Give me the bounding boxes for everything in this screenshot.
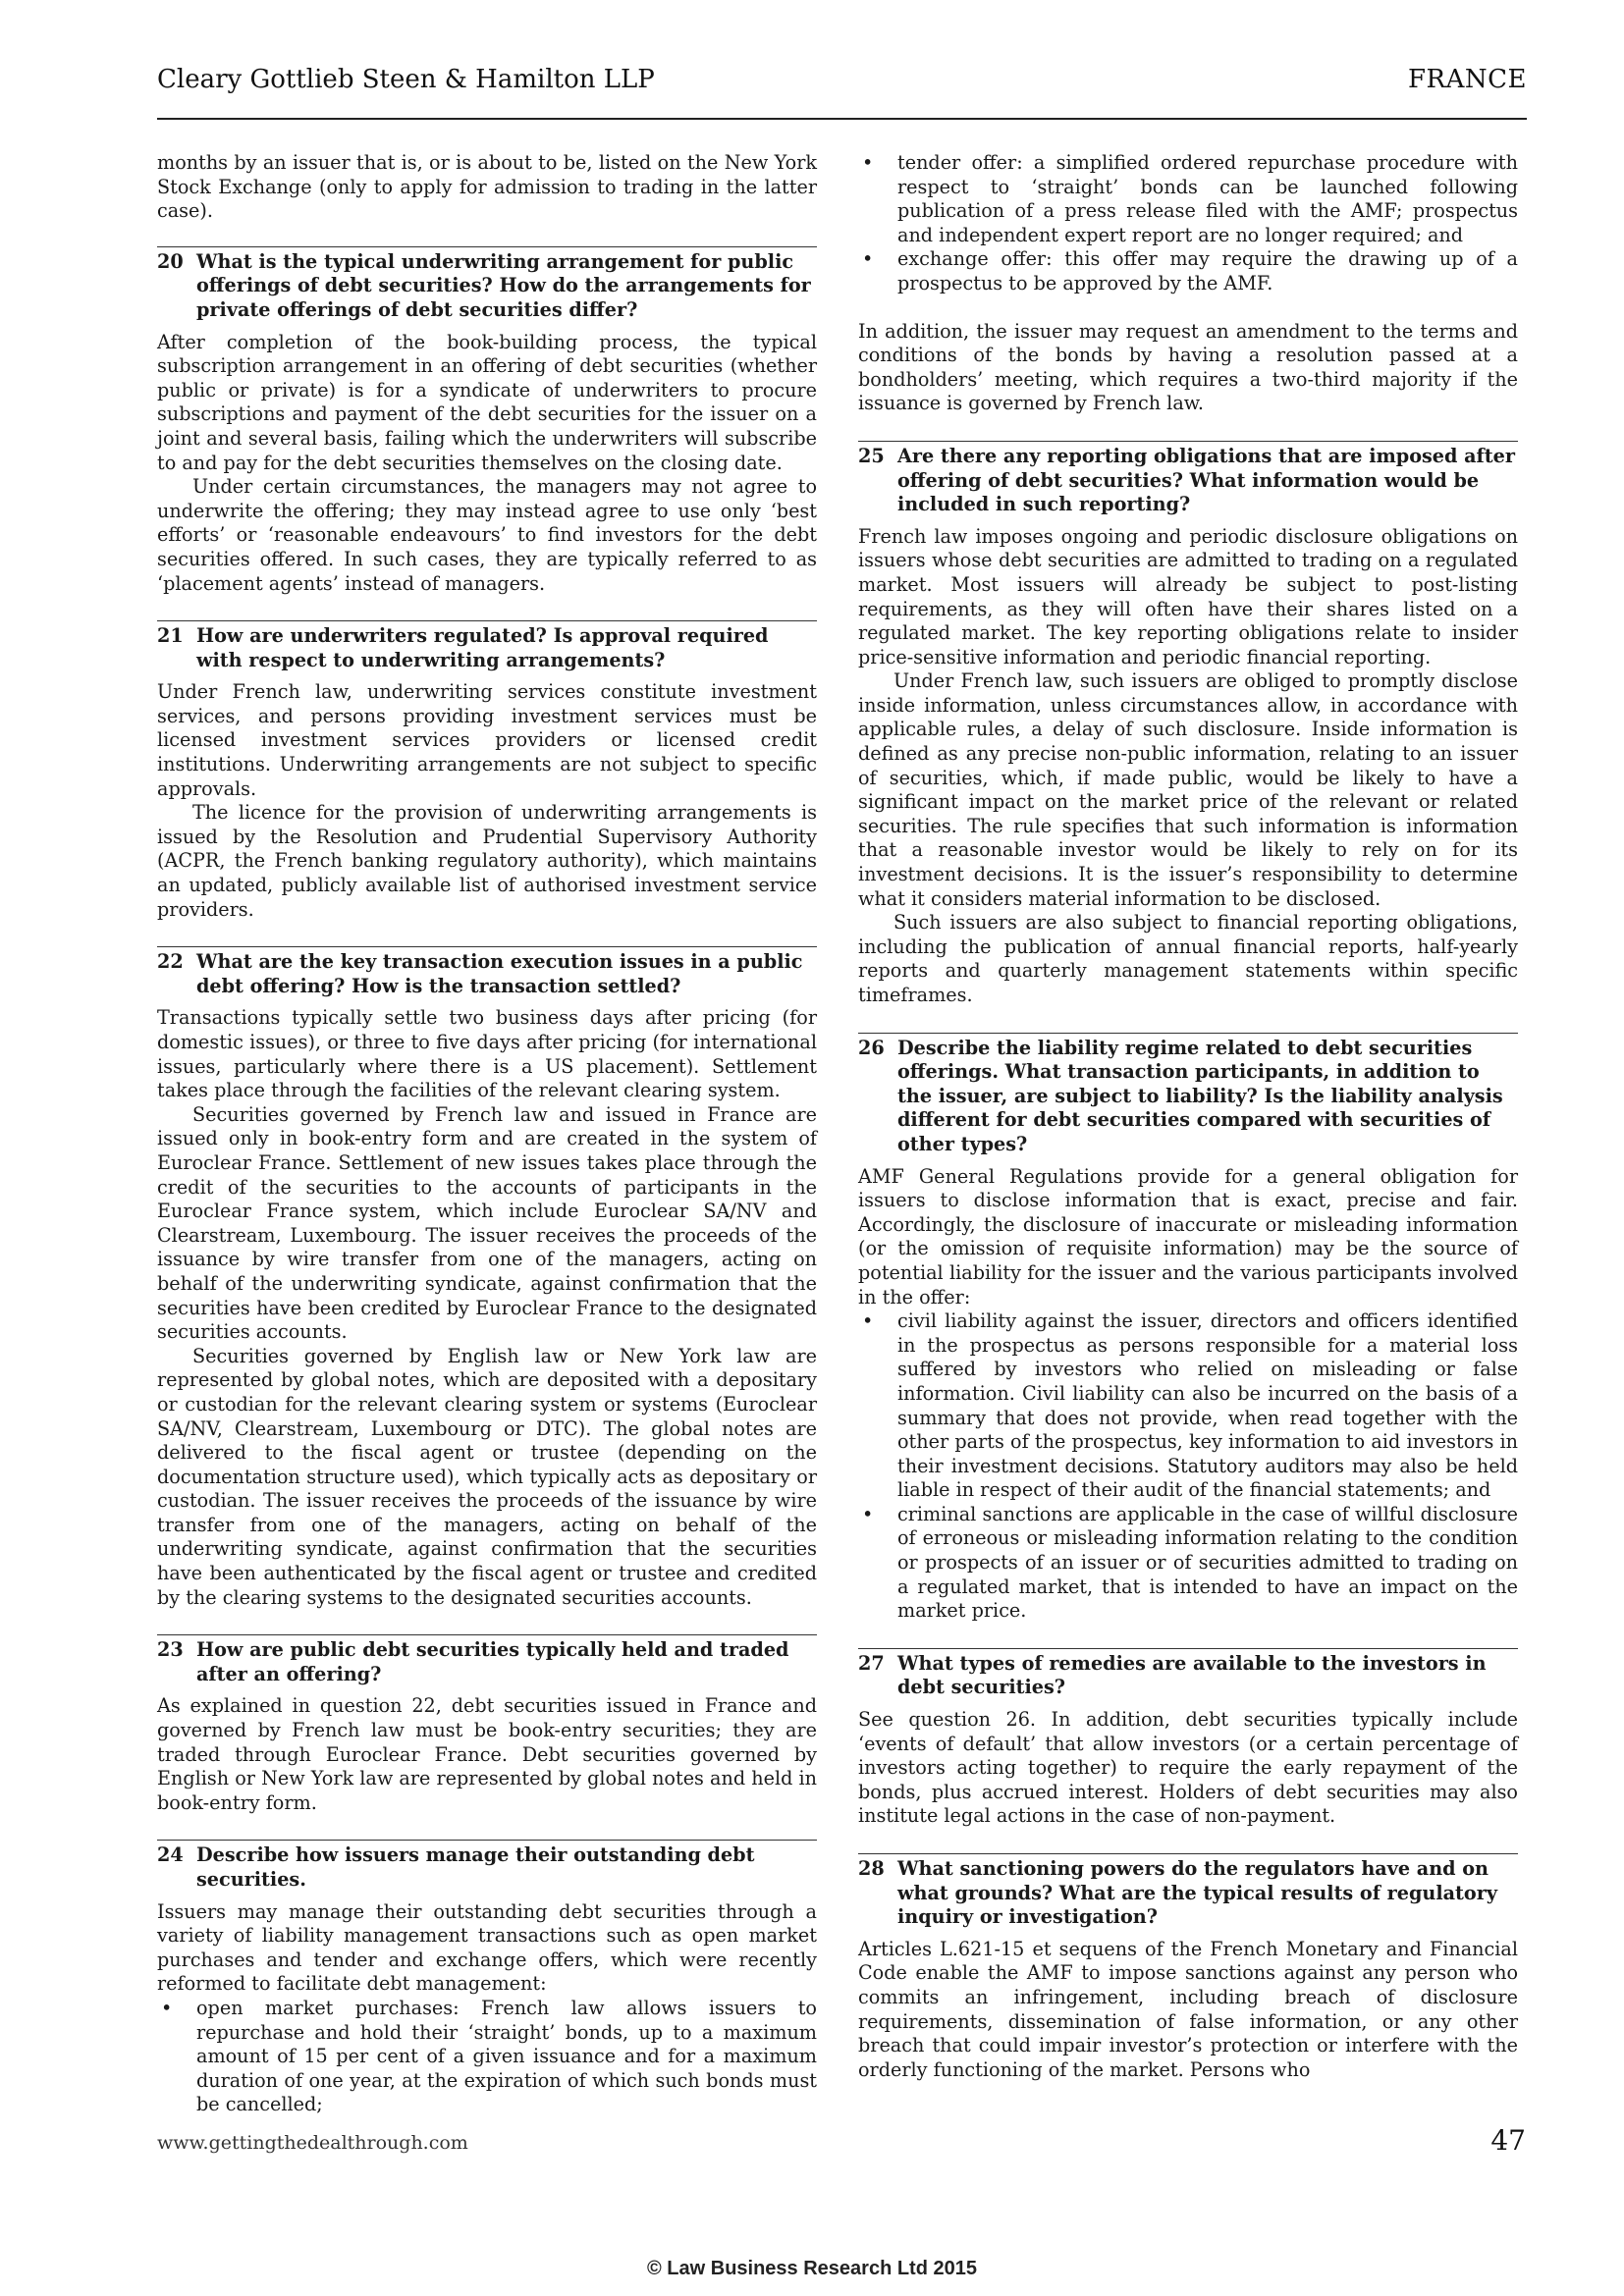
answer-paragraph: Securities governed by English law or New York law are represented by global notes, which are deposited with a depositary or custodian for the relevant clearing system or systems (Euroclear SA/NV, Clearstream, Luxembourg or DTC). The global notes are delivered to the fiscal agent or trustee (depending on the documentation structure used), which typically acts as depositary or custodian. The issuer receives the proceeds of the issuance by wire transfer from one of the managers, acting on behalf of the underwriting syndicate, against confirmation that the securities have been authenticated by the fiscal agent or trustee and credited by the clearing systems to the designated securities accounts. xyxy=(157,1344,817,1609)
question-number: 24 xyxy=(157,1843,184,1867)
list-item: • exchange offer: this offer may require the drawing up of a prospectus to be approved by the AMF. xyxy=(862,247,1518,294)
bullet-icon: • xyxy=(862,247,874,271)
answer-paragraph: Transactions typically settle two business days after pricing (for domestic issues), or three to five days after pricing (for international issues, particularly where there is a US placement). Settlement takes place through the facilities of the relevant clearing system. xyxy=(157,1006,817,1102)
footer-url[interactable]: www.gettingthedealthrough.com xyxy=(157,2132,468,2154)
list-item: • open market purchases: French law allows issuers to repurchase and hold their ‘straight’ bonds, up to a maximum amount of 15 per cent of a given issuance and for a maximum duration of one year, at the expiration of which such bonds must be cancelled; xyxy=(161,1996,817,2116)
firm-name: Cleary Gottlieb Steen & Hamilton LLP xyxy=(157,65,655,94)
bullet-list xyxy=(858,151,1518,296)
question-number: 23 xyxy=(157,1638,184,1662)
bullet-icon: • xyxy=(862,1502,874,1525)
page-header xyxy=(157,65,1527,120)
answer-paragraph: Under certain circumstances, the managers may not agree to underwrite the offering; they may instead agree to use only ‘best efforts’ or ‘reasonable endeavours’ to find investors for the debt securities offered. In such cases, they are typically referred to as ‘placement agents’ instead of managers. xyxy=(157,475,817,595)
question-26 xyxy=(858,1033,1518,1157)
question-28 xyxy=(858,1853,1518,1930)
answer-paragraph: AMF General Regulations provide for a general obligation for issuers to disclose information that is exact, precise and fair. Accordingly, the disclosure of inaccurate or misleading information (or the omission of requisite information) may be the source of potential liability for the issuer and the various participants involved in the offer: xyxy=(858,1164,1518,1308)
question-title: Describe how issuers manage their outstanding debt securities. xyxy=(196,1843,755,1891)
intro-text: months by an issuer that is, or is about to be, listed on the New York Stock Exchange (only to apply for admission to trading in the latter case). xyxy=(157,151,817,223)
page-number: 47 xyxy=(1490,2124,1526,2157)
answer-paragraph: Such issuers are also subject to financial reporting obligations, including the publication of annual financial reports, half-yearly reports and quarterly management statements within specific timeframes. xyxy=(858,911,1518,1006)
right-column xyxy=(858,151,1518,2082)
answer-paragraph: The licence for the provision of underwriting arrangements is issued by the Resolution and Prudential Supervisory Authority (ACPR, the French banking regulatory authority), which maintains an updated, publicly available list of authorised investment service providers. xyxy=(157,801,817,921)
country-label: FRANCE xyxy=(1407,65,1527,94)
question-number: 25 xyxy=(858,444,885,467)
answer-paragraph: Under French law, underwriting services constitute investment services, and persons providing investment services must be licensed investment services providers or licensed credit institutions. Underwriting arrangements are not subject to specific approvals. xyxy=(157,680,817,800)
bullet-list xyxy=(858,1309,1518,1624)
question-number: 21 xyxy=(157,624,184,648)
bullet-list xyxy=(157,1997,817,2117)
question-number: 22 xyxy=(157,950,184,974)
question-20 xyxy=(157,246,817,323)
copyright-notice: © Law Business Research Ltd 2015 xyxy=(647,2258,977,2279)
answer-paragraph: As explained in question 22, debt securities issued in France and governed by French law must be book-entry securities; they are traded through Euroclear France. Debt securities governed by English or New York law are represented by global notes and held in book-entry form. xyxy=(157,1694,817,1814)
question-title: What is the typical underwriting arrangement for public offerings of debt securities? How do the arrangements for private offerings of debt securities differ? xyxy=(196,249,811,321)
list-item: • civil liability against the issuer, directors and officers identified in the prospectus as persons responsible for a material loss suffered by investors who relied on misleading or false information. Civil liability can also be incurred on the basis of a summary that does not provide, when read together with the other parts of the prospectus, key information to aid investors in their investment decisions. Statutory auditors may also be held liable in respect of their audit of the financial statements; and xyxy=(862,1309,1518,1502)
question-25 xyxy=(858,441,1518,517)
bullet-icon: • xyxy=(161,1996,173,2019)
question-24 xyxy=(157,1840,817,1892)
answer-paragraph: Securities governed by French law and issued in France are issued only in book-entry form and are created in the system of Euroclear France. Settlement of new issues takes place through the credit of the securities to the accounts of participants in the Euroclear France system, which include Euroclear SA/NV and Clearstream, Luxembourg. The issuer receives the proceeds of the issuance by wire transfer from one of the managers, acting on behalf of the underwriting syndicate, against confirmation that the securities have been credited by Euroclear France to the designated securities accounts. xyxy=(157,1102,817,1344)
question-title: What types of remedies are available to the investors in debt securities? xyxy=(897,1651,1487,1699)
left-column xyxy=(157,151,817,2117)
answer-paragraph: After completion of the book-building process, the typical subscription arrangement in an offering of debt securities (whether public or private) is for a syndicate of underwriters to procure subscriptions and payment of the debt securities for the issuer on a joint and several basis, failing which the underwriters will subscribe to and pay for the debt securities themselves on the closing date. xyxy=(157,330,817,474)
answer-paragraph: French law imposes ongoing and periodic disclosure obligations on issuers whose debt securities are admitted to trading on a regulated market. Most issuers will already be subject to post-listing requirements, as they will often have their shares listed on a regulated market. The key reporting obligations relate to insider price-sensitive information and periodic financial reporting. xyxy=(858,524,1518,668)
question-22 xyxy=(157,946,817,998)
question-title: How are underwriters regulated? Is approval required with respect to underwriting arrangements? xyxy=(196,624,769,671)
question-title: How are public debt securities typically held and traded after an offering? xyxy=(196,1638,789,1685)
question-27 xyxy=(858,1648,1518,1700)
bullet-icon: • xyxy=(862,151,874,174)
question-title: Describe the liability regime related to debt securities offerings. What transaction participants, in addition to the issuer, are subject to liability? Is the liability analysis different for debt securities compared with securities of other types? xyxy=(897,1036,1503,1155)
answer-paragraph: See question 26. In addition, debt securities typically include ‘events of default’ that allow investors (or a certain percentage of investors acting together) to require the early repayment of the bonds, plus accrued interest. Holders of debt securities may also institute legal actions in the case of non-payment. xyxy=(858,1708,1518,1828)
question-23 xyxy=(157,1634,817,1686)
list-item: • criminal sanctions are applicable in the case of willful disclosure of erroneous or misleading information relating to the condition or prospects of an issuer or of securities admitted to trading on a regulated market, that is intended to have an impact on the market price. xyxy=(862,1502,1518,1623)
question-number: 28 xyxy=(858,1857,885,1880)
answer-paragraph: Under French law, such issuers are obliged to promptly disclose inside information, unless circumstances allow, in accordance with applicable rules, a delay of such disclosure. Inside information is defined as any precise non-public information, relating to an issuer of securities, which, if made public, would be likely to have a significant impact on the market price of the relevant or related securities. The rule specifies that such information is information that a reasonable investor would be likely to rely on for its investment decisions. It is the issuer’s responsibility to determine what it considers material information to be disclosed. xyxy=(858,669,1518,910)
list-item: • tender offer: a simplified ordered repurchase procedure with respect to ‘straight’ bonds can be launched following publication of a press release filed with the AMF; prospectus and independent expert report are no longer required; and xyxy=(862,151,1518,246)
spacer xyxy=(858,296,1518,320)
answer-paragraph: Articles L.621-15 et sequens of the French Monetary and Financial Code enable the AMF to impose sanctions against any person who commits an infringement, including breach of disclosure requirements, dissemination of false information, or any other breach that could impair investor’s protection or interfere with the orderly functioning of the market. Persons who xyxy=(858,1937,1518,2081)
question-title: What sanctioning powers do the regulators have and on what grounds? What are the typical results of regulatory inquiry or investigation? xyxy=(897,1857,1497,1929)
question-21 xyxy=(157,620,817,672)
question-number: 20 xyxy=(157,249,184,273)
question-title: What are the key transaction execution issues in a public debt offering? How is the transaction settled? xyxy=(196,950,803,997)
question-number: 27 xyxy=(858,1651,885,1675)
question-number: 26 xyxy=(858,1036,885,1059)
question-title: Are there any reporting obligations that are imposed after offering of debt securities? What information would be included in such reporting? xyxy=(897,444,1515,516)
answer-paragraph: In addition, the issuer may request an amendment to the terms and conditions of the bonds by having a resolution passed at a bondholders’ meeting, which requires a two-third majority if the issuance is governed by French law. xyxy=(858,319,1518,415)
bullet-icon: • xyxy=(862,1309,874,1333)
answer-paragraph: Issuers may manage their outstanding debt securities through a variety of liability management transactions such as open market purchases and tender and exchange offers, which were recently reformed to facilitate debt management: xyxy=(157,1899,817,1996)
